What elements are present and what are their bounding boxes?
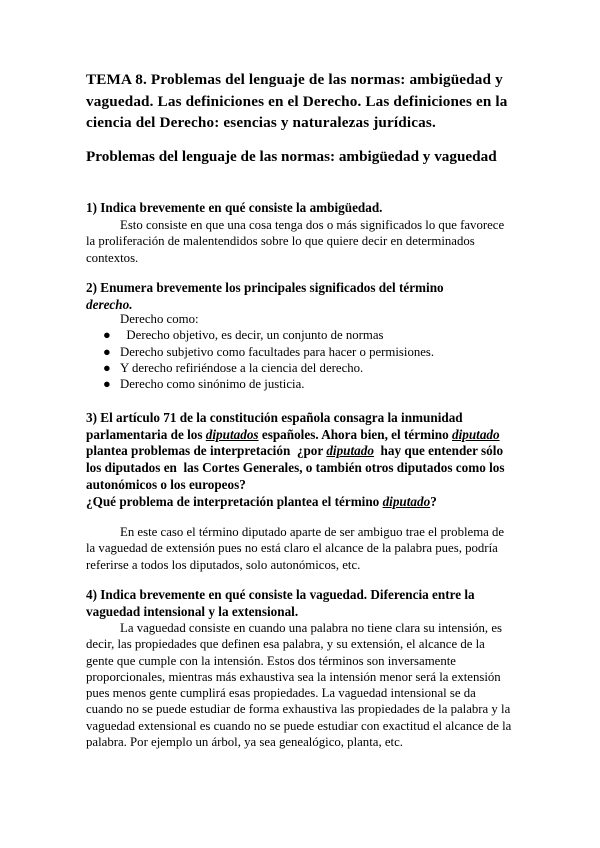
term-diputado: diputado bbox=[326, 443, 374, 459]
question-4: 4) Indica brevemente en qué consiste la vaguedad. Diferencia entre la vaguedad intensional y la extensional. bbox=[86, 587, 475, 619]
question-2 bbox=[86, 280, 486, 313]
bullet-icon: ● bbox=[103, 328, 111, 343]
answer-3: En este caso el término diputado aparte de ser ambiguo trae el problema de la vaguedad de extensión pues no está claro el alcance de la palabra pues, podría referirse a todos los diputados, solo autonómicos, etc. bbox=[86, 525, 505, 572]
bullet-icon: ● bbox=[103, 344, 111, 359]
list-item-text: Y derecho refiriéndose a la ciencia del derecho. bbox=[120, 360, 364, 375]
answer-4: La vaguedad consiste en cuando una palabra no tiene clara su intensión, es decir, las propiedades que definen esa palabra, y su extensión, el alcance de la gente que cumple con la intensión. Estos dos términos son inversamente proporcionales, mientras más exhaustiva sea la intensión menor será la extensión pues menos gente cumplirá esas propiedades. La vaguedad intensional se da cuando no se puede estudiar de forma exhaustiva las propiedades de la palabra y la vaguedad extensional es cuando no se puede estudiar con exactitud el alcance de la palabra. Por ejemplo un árbol, ya sea genealógico, planta, etc. bbox=[86, 621, 512, 750]
term-diputados: diputados bbox=[205, 426, 259, 442]
question-2-text: 2) Enumera brevemente los principales significados del término bbox=[86, 280, 444, 295]
question-3-text: ? bbox=[430, 493, 437, 509]
bullet-icon: ● bbox=[103, 360, 111, 375]
question-3-subquestion: ¿Qué problema de interpretación plantea el término bbox=[86, 493, 383, 509]
answer-1: Esto consiste en que una cosa tenga dos o más significados lo que favorece la proliferación de malentendidos sobre lo que quiere decir en determinados contextos. bbox=[86, 218, 505, 265]
term-diputado: diputado bbox=[451, 426, 500, 442]
document-title: TEMA 8. Problemas del lenguaje de las normas: ambigüedad y vaguedad. Las definiciones en el Derecho. Las definiciones en la ciencia del Derecho: esencias y naturalezas jurídicas. bbox=[86, 71, 508, 131]
list-item bbox=[86, 376, 506, 392]
term-diputado: diputado bbox=[382, 493, 431, 509]
list-item bbox=[86, 344, 506, 360]
section-title: Problemas del lenguaje de las normas: ambigüedad y vaguedad bbox=[86, 148, 497, 165]
meanings-lead: Derecho como: bbox=[120, 312, 199, 326]
list-item-text: Derecho subjetivo como facultades para hacer o permisiones. bbox=[120, 344, 435, 359]
question-3-text: españoles. Ahora bien, el término bbox=[258, 426, 452, 442]
question-3-text: plantea problemas de interpretación ¿por bbox=[86, 426, 503, 459]
question-3-text: hay que entender sólo los diputados en las Cortes Generales, o también otros diputados como los autonómicos o los europeos? bbox=[86, 443, 508, 492]
list-item bbox=[86, 327, 506, 343]
meanings-list bbox=[86, 311, 506, 392]
question-3 bbox=[86, 410, 506, 510]
question-3-text: 3) El artículo 71 de la constitución española consagra la inmunidad parlamentaria de los bbox=[86, 410, 463, 442]
bullet-icon: ● bbox=[103, 377, 111, 392]
list-item-text: Derecho como sinónimo de justicia. bbox=[120, 377, 305, 392]
list-item bbox=[86, 360, 506, 376]
question-2-term: derecho. bbox=[86, 296, 133, 312]
list-item-text: Derecho objetivo, es decir, un conjunto de normas bbox=[120, 328, 384, 343]
question-1: 1) Indica brevemente en qué consiste la ambigüedad. bbox=[86, 200, 383, 215]
